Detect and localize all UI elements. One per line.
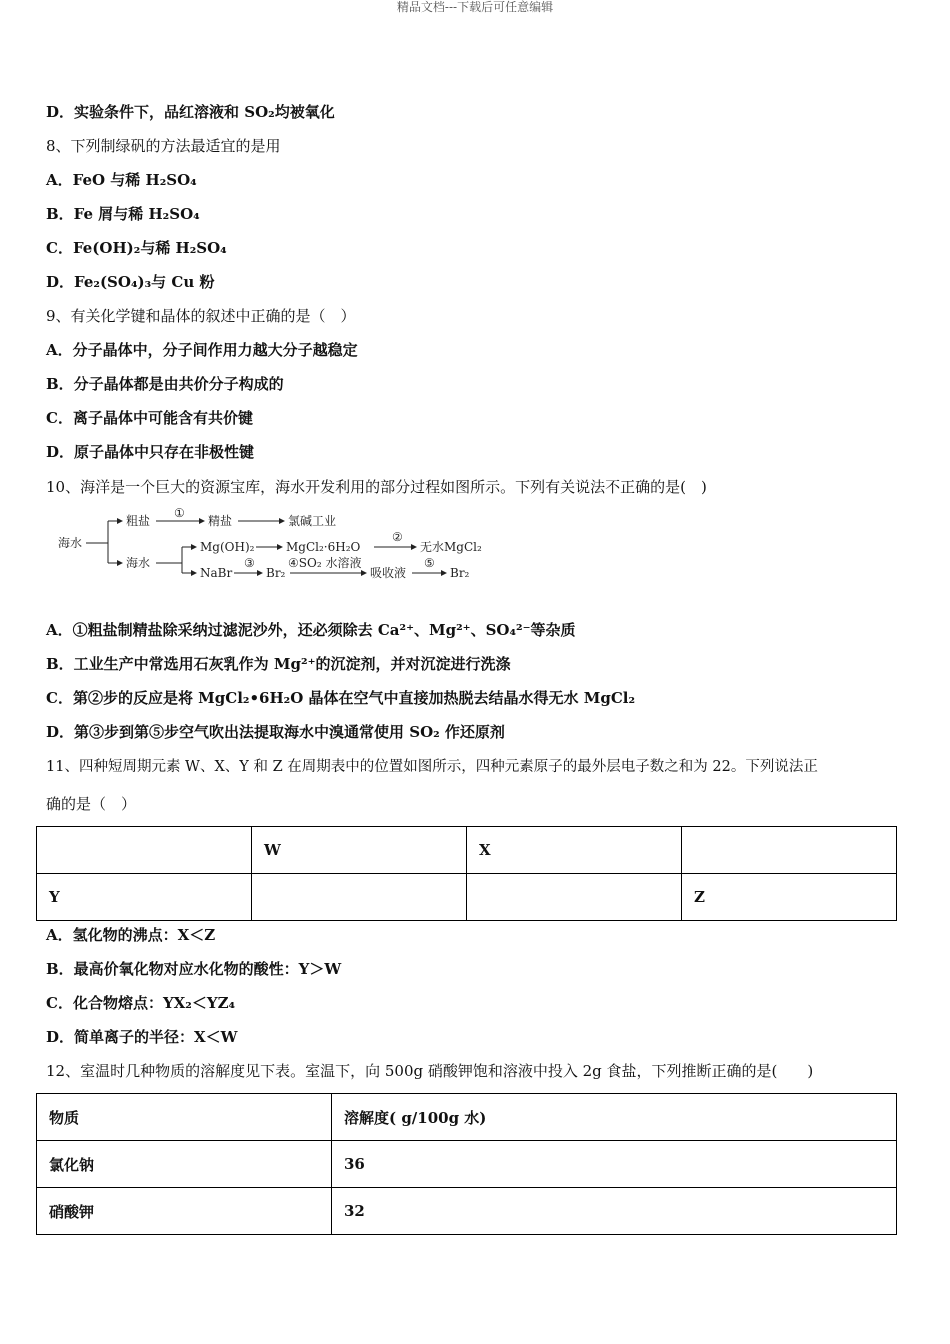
q10-option-c: C．第②步的反应是将 MgCl₂•6H₂O 晶体在空气中直接加热脱去结晶水得无水 MgCl₂ [46,689,636,707]
q8-option-c: C．Fe(OH)₂与稀 H₂SO₄ [46,239,227,257]
diagram-anhydrous-mgcl2: 无水MgCl₂ [420,540,482,554]
diagram-root: 海水 [58,536,83,550]
q10-option-d: D．第③步到第⑤步空气吹出法提取海水中溴通常使用 SO₂ 作还原剂 [46,723,505,741]
table-cell [252,874,467,921]
seawater-process-diagram [56,507,506,587]
q12-solubility-table [36,1093,897,1235]
q11-periodic-table [36,826,897,921]
diagram-step2: ② [392,530,403,544]
q7-option-d: D．实验条件下，品红溶液和 SO₂均被氧化 [46,103,335,121]
diagram-step5: ⑤ [424,556,435,570]
table-row [37,827,897,874]
table-cell [37,827,252,874]
q9-stem: 9、有关化学键和晶体的叙述中正确的是（ ） [46,307,356,325]
q9-option-d: D．原子晶体中只存在非极性键 [46,443,255,461]
table-cell: 36 [332,1141,897,1188]
diagram-chlor-alkali: 氯碱工业 [288,514,337,528]
q11-option-a: A．氢化物的沸点：X＜Z [46,926,216,944]
table-header-substance: 物质 [37,1094,332,1141]
diagram-crude-salt: 粗盐 [126,514,151,528]
q11-stem-line1: 11、四种短周期元素 W、X、Y 和 Z 在周期表中的位置如图所示，四种元素原子的最外层电子数之和为 22。下列说法正 [46,759,818,775]
q10-option-b: B．工业生产中常选用石灰乳作为 Mg²⁺的沉淀剂，并对沉淀进行洗涤 [46,655,511,673]
diagram-mgoh2: Mg(OH)₂ [200,540,255,554]
diagram-seawater: 海水 [126,556,151,570]
table-cell: Y [37,874,252,921]
table-cell: 氯化钠 [37,1141,332,1188]
table-cell [682,827,897,874]
q9-option-c: C．离子晶体中可能含有共价键 [46,409,253,427]
table-row [37,1141,897,1188]
table-row [37,1094,897,1141]
diagram-br2-a: Br₂ [266,566,286,580]
diagram-mgcl2-hydrate: MgCl₂·6H₂O [286,540,361,554]
q9-option-b: B．分子晶体都是由共价分子构成的 [46,375,284,393]
q11-option-d: D．简单离子的半径：X＜W [46,1028,238,1046]
q11-option-c: C．化合物熔点：YX₂＜YZ₄ [46,994,236,1012]
table-header-solubility: 溶解度( g/100g 水) [332,1094,897,1141]
q11-stem-line2: 确的是（ ） [46,795,137,813]
table-cell: Z [682,874,897,921]
table-cell: 硝酸钾 [37,1188,332,1235]
table-row [37,874,897,921]
header-note: 精品文档---下载后可任意编辑 [396,0,554,14]
q8-option-d: D．Fe₂(SO₄)₃与 Cu 粉 [46,273,215,291]
table-cell [467,874,682,921]
diagram-step1: ① [174,507,185,520]
q8-stem: 8、下列制绿矾的方法最适宜的是用 [46,137,281,155]
diagram-refined-salt: 精盐 [208,514,233,528]
diagram-absorb: 吸收液 [370,566,407,580]
q10-stem: 10、海洋是一个巨大的资源宝库，海水开发利用的部分过程如图所示。下列有关说法不正确的是( ) [46,478,707,496]
diagram-step4: ④SO₂ 水溶液 [288,556,362,570]
q8-option-b: B．Fe 屑与稀 H₂SO₄ [46,205,200,223]
diagram-step3: ③ [244,556,255,570]
table-cell: 32 [332,1188,897,1235]
diagram-nabr: NaBr [200,566,233,580]
q9-option-a: A．分子晶体中，分子间作用力越大分子越稳定 [46,341,358,359]
table-cell: X [467,827,682,874]
q8-option-a: A．FeO 与稀 H₂SO₄ [46,171,197,189]
q11-option-b: B．最高价氧化物对应水化物的酸性：Y＞W [46,960,342,978]
q12-stem: 12、室温时几种物质的溶解度见下表。室温下，向 500g 硝酸钾饱和溶液中投入 2g 食盐，下列推断正确的是( ) [46,1062,814,1080]
diagram-br2-b: Br₂ [450,566,470,580]
table-row [37,1188,897,1235]
table-cell: W [252,827,467,874]
q10-option-a: A．①粗盐制精盐除采纳过滤泥沙外，还必须除去 Ca²⁺、Mg²⁺、SO₄²⁻等杂质 [46,621,576,639]
